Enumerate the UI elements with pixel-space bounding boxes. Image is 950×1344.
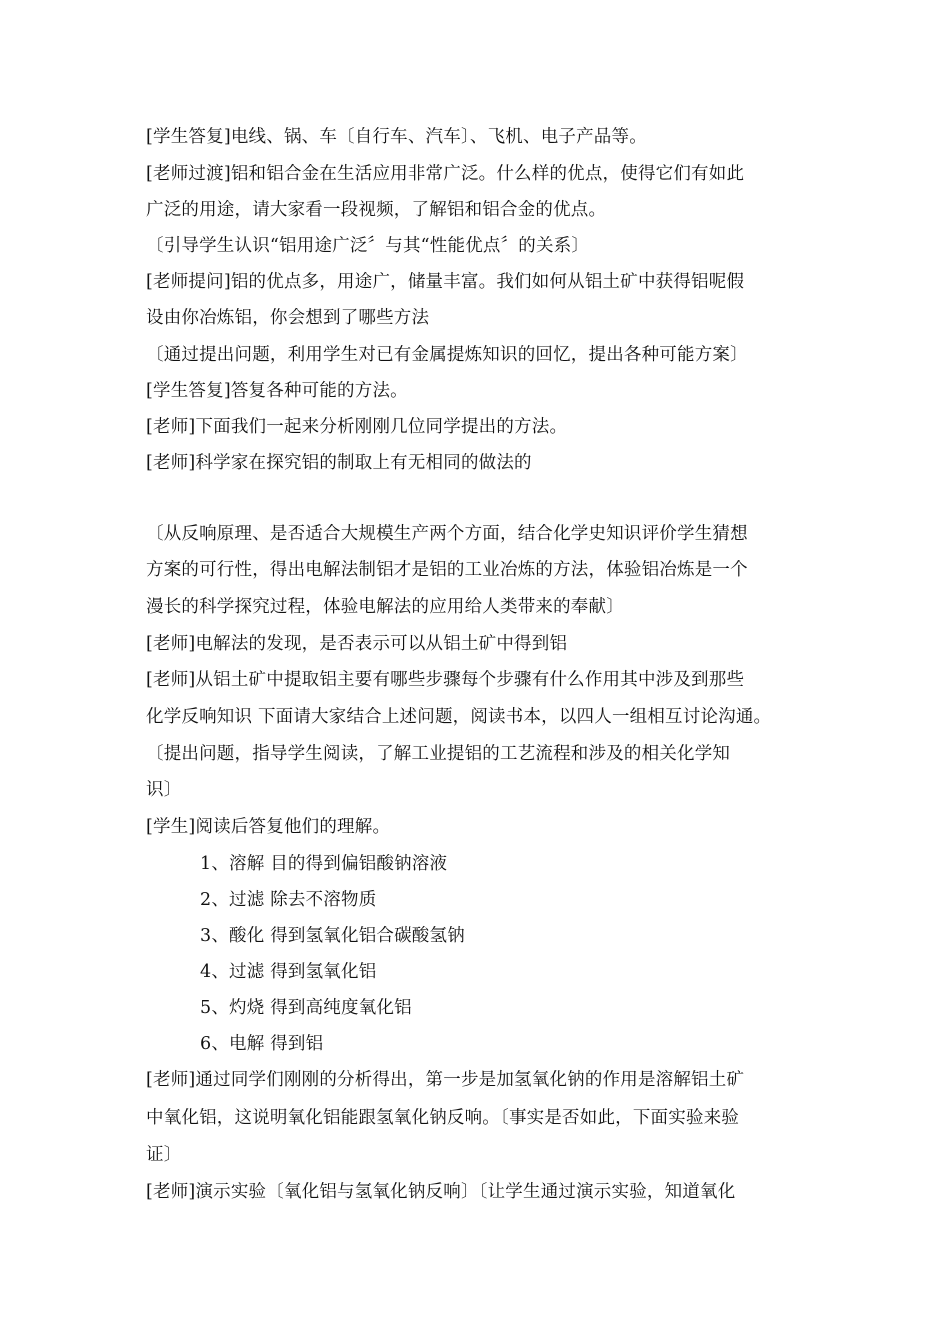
text-line: [老师过渡]铝和铝合金在生活应用非常广泛。什么样的优点，使得它们有如此 <box>146 164 745 184</box>
text-line: [老师]通过同学们刚刚的分析得出，第一步是加氢氧化钠的作用是溶解铝土矿 <box>146 1070 745 1090</box>
text-line: 漫长的科学探究过程，体验电解法的应用给人类带来的奉献〕 <box>146 597 624 617</box>
text-line: [老师提问]铝的优点多，用途广，储量丰富。我们如何从铝土矿中获得铝呢假 <box>146 272 745 292</box>
text-line: 广泛的用途，请大家看一段视频，了解铝和铝合金的优点。 <box>146 200 607 220</box>
text-line: [学生答复]答复各种可能的方法。 <box>146 381 408 401</box>
text-line: [老师]电解法的发现，是否表示可以从铝土矿中得到铝 <box>146 634 568 654</box>
text-line: 设由你冶炼铝，你会想到了哪些方法 <box>146 308 430 328</box>
text-line: 识〕 <box>146 780 182 800</box>
text-line: [老师]从铝土矿中提取铝主要有哪些步骤每个步骤有什么作用其中涉及到那些 <box>146 670 745 690</box>
list-item: 1、溶解 目的得到偏铝酸钠溶液 <box>200 854 448 874</box>
text-line: 〔从反响原理、是否适合大规模生产两个方面，结合化学史知识评价学生猜想 <box>146 524 748 544</box>
list-item: 3、酸化 得到氢氧化铝合碳酸氢钠 <box>200 926 465 946</box>
text-line: 化学反响知识 下面请大家结合上述问题，阅读书本，以四人一组相互讨论沟通。 <box>146 707 772 727</box>
text-line: [老师]演示实验〔氧化铝与氢氧化钠反响〕〔让学生通过演示实验，知道氧化 <box>146 1182 736 1202</box>
text-line: 中氧化铝，这说明氧化铝能跟氢氧化钠反响。〔事实是否如此，下面实验来验 <box>146 1108 740 1128</box>
list-item: 2、过滤 除去不溶物质 <box>200 890 377 910</box>
list-item: 4、过滤 得到氢氧化铝 <box>200 962 377 982</box>
text-line: 〔引导学生认识“铝用途广泛〞与其“性能优点〞的关系〕 <box>146 236 590 256</box>
text-line: [学生]阅读后答复他们的理解。 <box>146 817 391 837</box>
list-item: 6、电解 得到铝 <box>200 1034 324 1054</box>
text-line: [老师]科学家在探究铝的制取上有无相同的做法的 <box>146 453 532 473</box>
text-line: 证〕 <box>146 1145 182 1165</box>
text-line: 〔提出问题，指导学生阅读，了解工业提铝的工艺流程和涉及的相关化学知 <box>146 744 731 764</box>
text-line: 〔通过提出问题，利用学生对已有金属提炼知识的回忆，提出各种可能方案〕 <box>146 345 748 365</box>
list-item: 5、灼烧 得到高纯度氧化铝 <box>200 998 412 1018</box>
text-line: [学生答复]电线、锅、车〔自行车、汽车〕、飞机、电子产品等。 <box>146 127 647 147</box>
text-line: 方案的可行性，得出电解法制铝才是铝的工业冶炼的方法，体验铝冶炼是一个 <box>146 560 748 580</box>
text-line: [老师]下面我们一起来分析刚刚几位同学提出的方法。 <box>146 417 568 437</box>
